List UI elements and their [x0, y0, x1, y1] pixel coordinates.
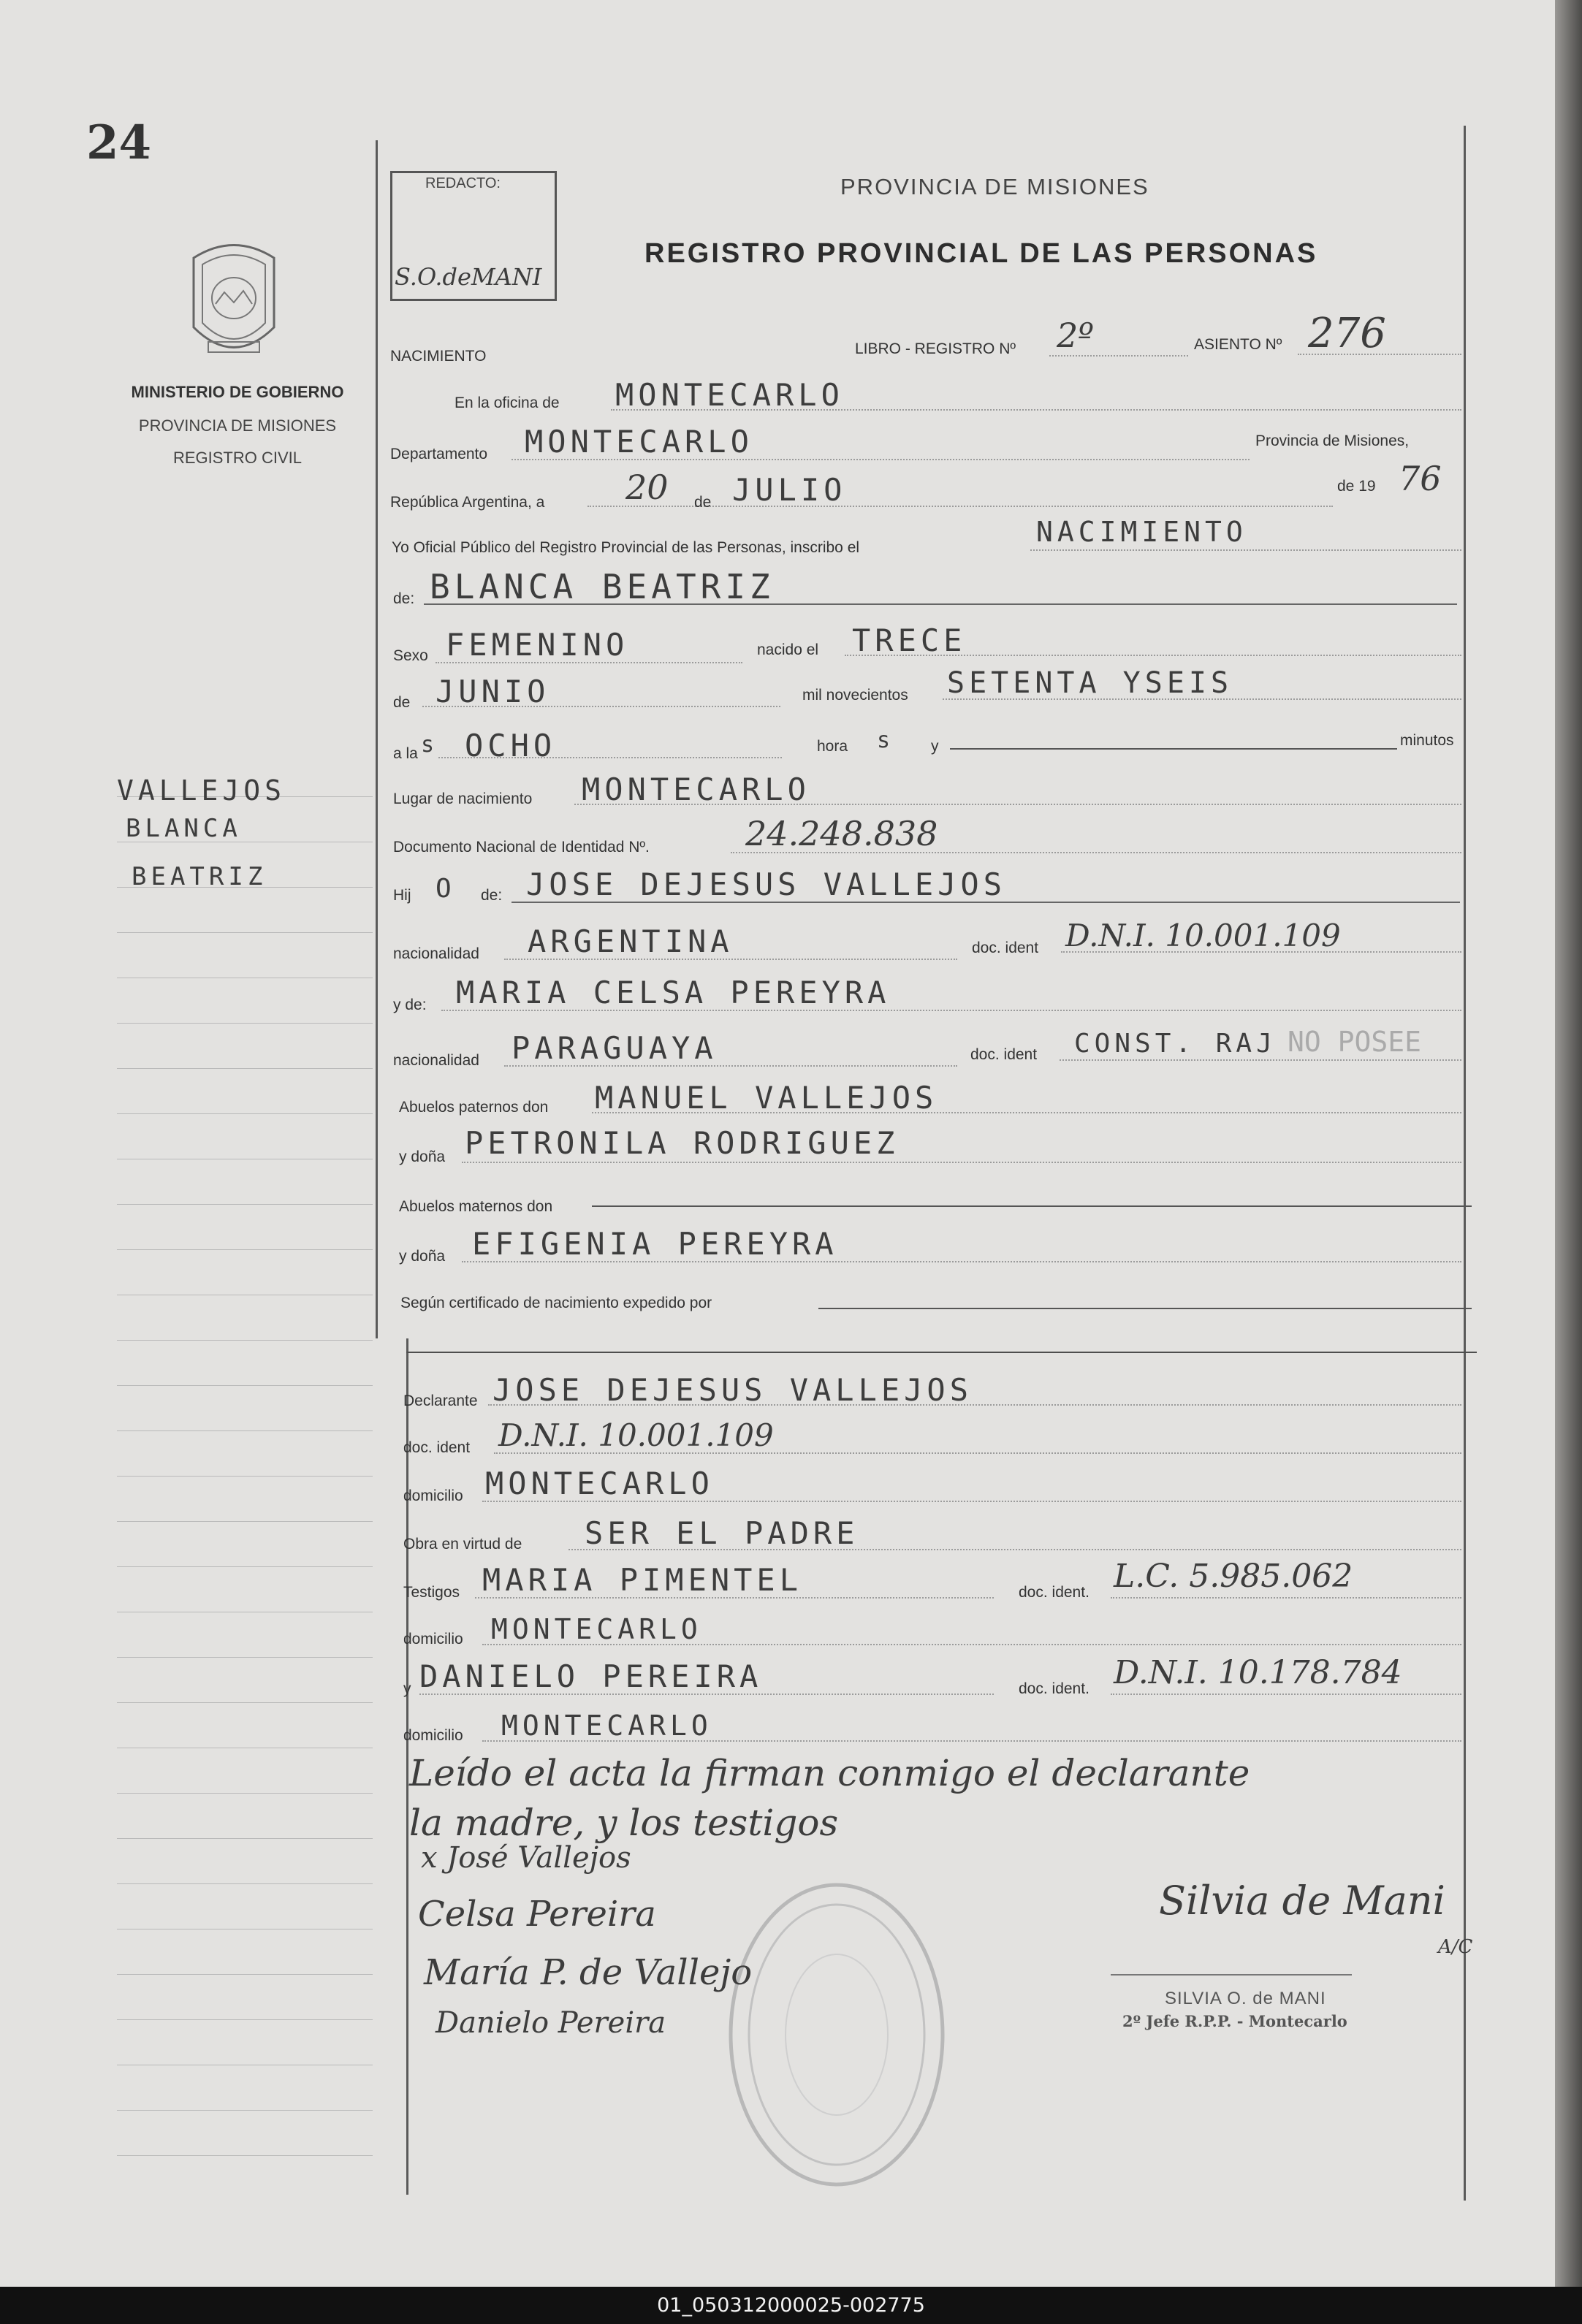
doc-ident2-label: doc. ident — [970, 1046, 1038, 1063]
margin-rule-line — [117, 1476, 373, 1477]
provincia-label: Provincia de Misiones, — [1255, 433, 1410, 449]
obra-value: SER EL PADRE — [585, 1515, 859, 1551]
testigo2-domicilio-value: MONTECARLO — [501, 1710, 712, 1742]
section-divider — [406, 1352, 1477, 1353]
domicilio1-label: domicilio — [403, 1487, 463, 1504]
page-edge — [1555, 0, 1582, 2287]
official-seal-icon — [723, 1878, 950, 2192]
margin-rule-line — [117, 1068, 373, 1069]
nacionalidad1-label: nacionalidad — [393, 945, 479, 962]
coat-of-arms-icon — [179, 240, 289, 362]
padre-nacionalidad-value: ARGENTINA — [528, 923, 734, 959]
segun-label: Según certificado de nacimiento expedido por — [400, 1295, 712, 1311]
signature-madre: Celsa Pereira — [418, 1894, 656, 1935]
libro-value: 2º — [1057, 316, 1094, 355]
acto-value: NACIMIENTO — [1036, 516, 1247, 548]
declarante-label: Declarante — [403, 1393, 478, 1409]
page-number: 24 — [86, 115, 152, 170]
testigo2-value: DANIELO PEREIRA — [419, 1658, 763, 1694]
hora-label: hora — [817, 738, 848, 755]
margin-rule-line — [117, 2155, 373, 2156]
departamento-value: MONTECARLO — [525, 424, 753, 460]
nacionalidad2-label: nacionalidad — [393, 1052, 479, 1069]
margin-rule-line — [117, 1883, 373, 1884]
margin-note-line2: BLANCA — [126, 814, 242, 843]
y-dona2-label: y doña — [399, 1248, 446, 1265]
margin-rule-line — [117, 1249, 373, 1250]
margin-note-line1: VALLEJOS — [117, 774, 286, 807]
signature-oficial: Silvia de Mani — [1159, 1878, 1445, 1924]
testigo1-value: MARIA PIMENTEL — [482, 1562, 803, 1598]
madre-doc-value: CONST. RAJ — [1074, 1029, 1277, 1059]
closing-line1: Leído el acta la firman conmigo el declarante — [409, 1752, 1250, 1794]
nacido-anio-value: SETENTA YSEIS — [947, 666, 1233, 700]
a-las-suffix: s — [421, 732, 439, 758]
y-label: y — [931, 738, 939, 755]
testigo1-doc-value: L.C. 5.985.062 — [1114, 1558, 1353, 1595]
margin-rule-line — [117, 1657, 373, 1658]
margin-rule-line — [117, 1113, 373, 1114]
madre-value: MARIA CELSA PEREYRA — [456, 975, 891, 1010]
redacto-value: S.O.deMANI — [395, 263, 542, 291]
hora-value: OCHO — [465, 728, 557, 763]
abuela-materna-value: EFIGENIA PEREYRA — [472, 1226, 838, 1262]
mil-label: mil novecientos — [802, 687, 908, 704]
nacido-label: nacido el — [757, 641, 819, 658]
margin-rule-line — [117, 1340, 373, 1341]
hijo-label: Hij — [393, 887, 411, 904]
doc-ident3-label: doc. ident — [403, 1439, 471, 1456]
margin-note-line3: BEATRIZ — [132, 862, 267, 891]
libro-label: LIBRO - REGISTRO Nº — [855, 340, 1016, 357]
nacido-mes-value: JUNIO — [436, 674, 550, 709]
signature-declarante: x José Vallejos — [421, 1841, 631, 1875]
testigo1-domicilio-value: MONTECARLO — [491, 1613, 702, 1645]
doc-ident4-label: doc. ident. — [1019, 1584, 1089, 1601]
registry-title: REGISTRO PROVINCIAL DE LAS PERSONAS — [644, 238, 1318, 269]
ministry-label: MINISTERIO DE GOBIERNO — [131, 383, 344, 401]
margin-rule-line — [117, 2019, 373, 2020]
domicilio3-label: domicilio — [403, 1727, 463, 1744]
margin-rule-line — [117, 1974, 373, 1975]
hijo-de-label: de: — [481, 887, 503, 904]
form-left-border-lower — [406, 1338, 408, 2195]
margin-rule-line — [117, 1430, 373, 1431]
declarante-domicilio-value: MONTECARLO — [485, 1466, 714, 1501]
oficina-value: MONTECARLO — [615, 377, 844, 413]
signature-oficial-mark: A/C — [1438, 1936, 1473, 1958]
margin-rule-line — [117, 1023, 373, 1024]
margin-rule-line — [117, 1385, 373, 1386]
abuelos-paternos-label: Abuelos paternos don — [399, 1099, 549, 1116]
fecha-mes: JULIO — [732, 472, 847, 508]
form-right-border — [1464, 126, 1466, 2201]
padre-doc-value: D.N.I. 10.001.109 — [1065, 918, 1341, 953]
nacimiento-label: NACIMIENTO — [390, 348, 487, 365]
a-las-label: a la — [393, 745, 418, 762]
doc-ident5-label: doc. ident. — [1019, 1680, 1089, 1697]
closing-line2: la madre, y los testigos — [409, 1802, 839, 1844]
madre-doc-stamp: NO POSEE — [1288, 1026, 1422, 1058]
madre-nacionalidad-value: PARAGUAYA — [512, 1030, 718, 1066]
fecha-anio: 76 — [1399, 459, 1442, 498]
abuelo-paterno-value: MANUEL VALLEJOS — [595, 1080, 938, 1116]
margin-rule-line — [117, 1793, 373, 1794]
republica-label: República Argentina, a — [390, 494, 545, 511]
redacto-label: REDACTO: — [425, 175, 501, 191]
documento-label: Documento Nacional de Identidad Nº. — [393, 839, 650, 856]
signature-testigo1: María P. de Vallejo — [424, 1952, 753, 1993]
nombre-label: de: — [393, 590, 415, 607]
nacido-dia-value: TRECE — [852, 622, 967, 658]
nombre-value: BLANCA BEATRIZ — [430, 567, 775, 606]
minutos-label: minutos — [1400, 732, 1454, 749]
official-stamp-name: SILVIA O. de MANI — [1165, 1989, 1326, 2008]
fecha-dia: 20 — [625, 468, 669, 507]
margin-rule-line — [117, 1838, 373, 1839]
image-caption: 01_050312000025-002775 — [0, 2287, 1582, 2324]
oficina-label: En la oficina de — [455, 395, 560, 411]
fecha-de-label: de — [694, 494, 712, 511]
margin-rule-line — [117, 1566, 373, 1567]
margin-rule-line — [117, 932, 373, 933]
sexo-value: FEMENINO — [446, 627, 629, 663]
lugar-value: MONTECARLO — [582, 772, 810, 807]
doc-ident1-label: doc. ident — [972, 940, 1039, 956]
testigos-label: Testigos — [403, 1584, 460, 1601]
y-de-label: y de: — [393, 997, 427, 1013]
margin-rule-line — [117, 1521, 373, 1522]
testigo2-doc-value: D.N.I. 10.178.784 — [1114, 1654, 1402, 1691]
dni-value: 24.248.838 — [745, 814, 938, 853]
province-header: PROVINCIA DE MISIONES — [840, 174, 1149, 199]
abuelos-maternos-label: Abuelos maternos don — [399, 1198, 553, 1215]
asiento-label: ASIENTO Nº — [1194, 336, 1282, 353]
padre-value: JOSE DEJESUS VALLEJOS — [526, 866, 1007, 902]
declarante-doc-value: D.N.I. 10.001.109 — [498, 1417, 774, 1453]
margin-rule-line — [117, 2110, 373, 2111]
province-label: PROVINCIA DE MISIONES — [138, 416, 337, 435]
declarante-value: JOSE DEJESUS VALLEJOS — [493, 1372, 973, 1408]
signature-testigo2: Danielo Pereira — [436, 2006, 666, 2040]
obra-label: Obra en virtud de — [403, 1536, 522, 1552]
departamento-label: Departamento — [390, 446, 488, 462]
hijo-sufijo: O — [436, 874, 456, 904]
domicilio2-label: domicilio — [403, 1631, 463, 1647]
form-left-border — [376, 140, 378, 1338]
margin-rule-line — [117, 1702, 373, 1703]
sexo-label: Sexo — [393, 647, 428, 664]
nacido-mes-label: de — [393, 694, 411, 711]
y-dona1-label: y doña — [399, 1148, 446, 1165]
asiento-value: 276 — [1308, 310, 1386, 357]
abuela-paterna-value: PETRONILA RODRIGUEZ — [465, 1125, 900, 1161]
lugar-label: Lugar de nacimiento — [393, 790, 533, 807]
official-stamp-role: 2º Jefe R.P.P. - Montecarlo — [1122, 2012, 1347, 2030]
y-testigo-label: y — [403, 1680, 411, 1697]
registry-civil-label: REGISTRO CIVIL — [172, 449, 303, 467]
hora-suffix: s — [877, 728, 895, 753]
yo-oficial-label: Yo Oficial Público del Registro Provincial de las Personas, inscribo el — [392, 539, 860, 556]
margin-rule-line — [117, 1204, 373, 1205]
fecha-anio-label: de 19 — [1337, 478, 1376, 495]
